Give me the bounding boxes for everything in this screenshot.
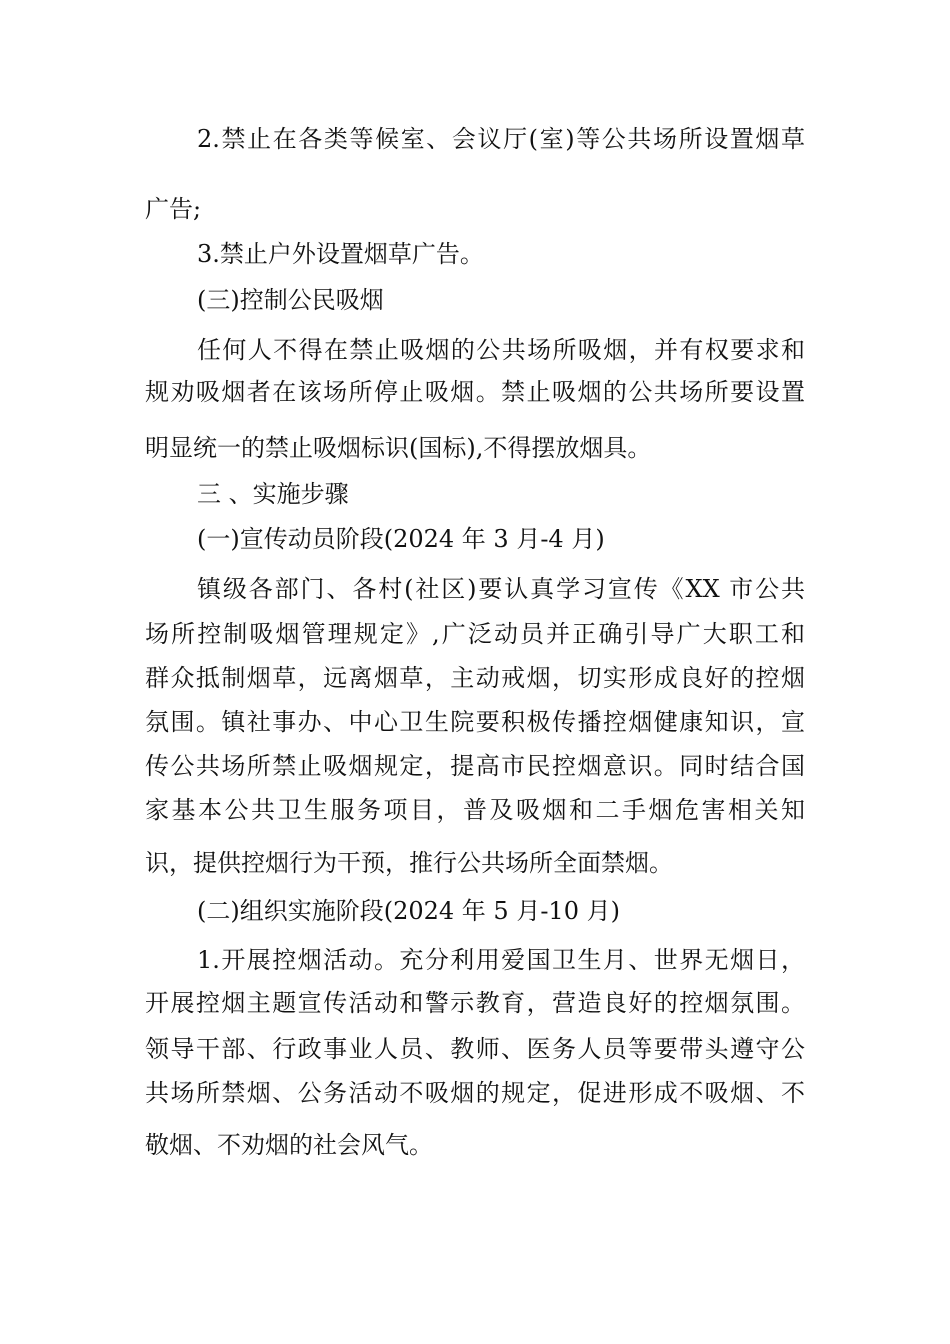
section-heading: (一)宣传动员阶段(2024 年 3 月-4 月) — [197, 525, 605, 553]
section-heading: (二)组织实施阶段(2024 年 5 月-10 月) — [197, 897, 620, 925]
text-line: 群众抵制烟草，远离烟草，主动戒烟，切实形成良好的控烟 — [145, 664, 805, 692]
text-line: 2.禁止在各类等候室、会议厅(室)等公共场所设置烟草 — [197, 125, 805, 153]
text-line: 家基本公共卫生服务项目，普及吸烟和二手烟危害相关知 — [145, 796, 805, 824]
text-line: 开展控烟主题宣传活动和警示教育，营造良好的控烟氛围。 — [145, 989, 805, 1017]
text-line: 氛围。镇社事办、中心卫生院要积极传播控烟健康知识，宣 — [145, 708, 805, 736]
text-line: 3.禁止户外设置烟草广告。 — [197, 240, 484, 268]
text-line: 传公共场所禁止吸烟规定，提高市民控烟意识。同时结合国 — [145, 752, 805, 780]
text-line: 识，提供控烟行为干预，推行公共场所全面禁烟。 — [145, 849, 673, 877]
section-heading: 三 、实施步骤 — [197, 480, 349, 508]
text-line: 1.开展控烟活动。充分利用爱国卫生月、世界无烟日， — [197, 946, 805, 974]
text-line: 广告; — [145, 195, 202, 223]
text-line: 场所控制吸烟管理规定》,广泛动员并正确引导广大职工和 — [145, 620, 805, 648]
text-line: 镇级各部门、各村(社区)要认真学习宣传《XX 市公共 — [197, 575, 805, 603]
text-line: 共场所禁烟、公务活动不吸烟的规定，促进形成不吸烟、不 — [145, 1079, 805, 1107]
text-line: 领导干部、行政事业人员、教师、医务人员等要带头遵守公 — [145, 1035, 805, 1063]
text-line: 任何人不得在禁止吸烟的公共场所吸烟，并有权要求和 — [197, 336, 805, 364]
section-heading: (三)控制公民吸烟 — [197, 286, 384, 314]
text-line: 敬烟、不劝烟的社会风气。 — [145, 1131, 433, 1159]
text-line: 规劝吸烟者在该场所停止吸烟。禁止吸烟的公共场所要设置 — [145, 378, 805, 406]
text-line: 明显统一的禁止吸烟标识(国标),不得摆放烟具。 — [145, 434, 652, 462]
